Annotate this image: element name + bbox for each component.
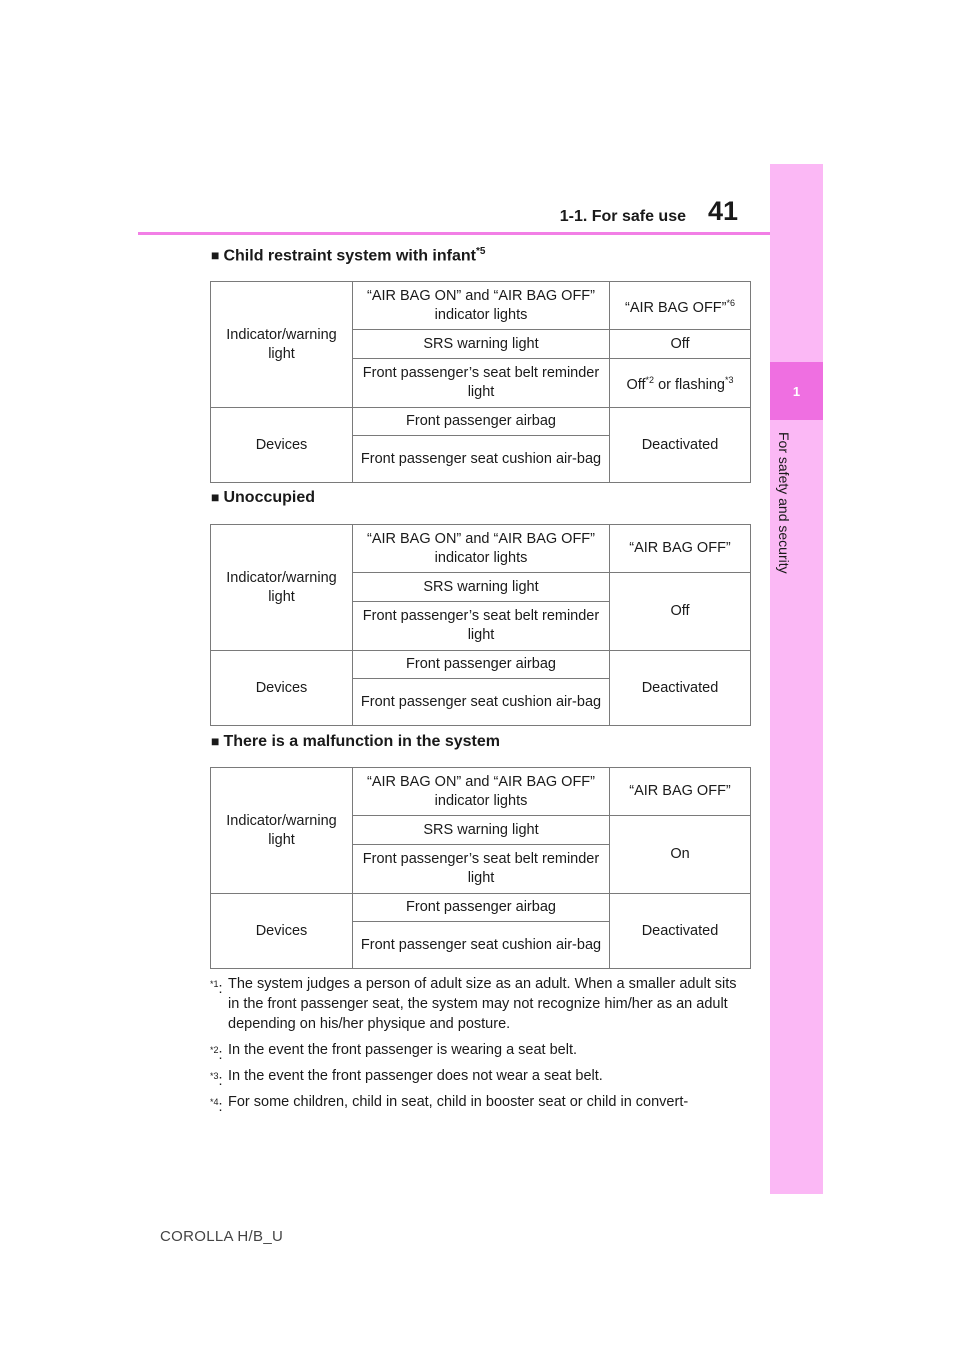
indicator-lights-cell: “AIR BAG ON” and “AIR BAG OFF” indicator lights [353, 525, 610, 573]
devices-value: Deactivated [610, 651, 751, 726]
footnote: $^{*4}$: For some children, child in seat, child in booster seat or child in convert- [210, 1094, 689, 1115]
section-heading-malfunction: ■ There is a malfunction in the system [211, 733, 500, 750]
indicator-label-cell: Indicator/warning light [211, 282, 353, 408]
indicator-lights-value: “AIR BAG OFF” [610, 768, 751, 816]
devices-label-cell: Devices [211, 651, 353, 726]
section-heading-infant: ■ Child restraint system with infant$^{*5}$ [211, 246, 486, 265]
devices-value: Deactivated [610, 408, 751, 483]
srs-light-cell: SRS warning light [353, 330, 610, 359]
seatbelt-light-cell: Front passenger’s seat belt reminder light [353, 845, 610, 894]
header-divider [138, 232, 770, 235]
model-footer: COROLLA H/B_U [160, 1228, 284, 1245]
airbag-cell: Front passenger airbag [353, 408, 610, 436]
indicator-label-cell: Indicator/warning light [211, 768, 353, 894]
square-bullet-icon: ■ [211, 733, 220, 749]
malfunction-table [210, 767, 751, 969]
airbag-cell: Front passenger airbag [353, 894, 610, 922]
seatbelt-light-value: Off$^{*2}$ or flashing$^{*3}$ [610, 359, 751, 408]
indicator-lights-value: “AIR BAG OFF”$^{*6}$ [610, 282, 751, 330]
srs-light-value: Off [610, 330, 751, 359]
section-title: 1-1. For safe use [559, 208, 686, 225]
indicator-lights-cell: “AIR BAG ON” and “AIR BAG OFF” indicator lights [353, 282, 610, 330]
srs-seatbelt-value: On [610, 816, 751, 894]
devices-label-cell: Devices [211, 408, 353, 483]
cushion-airbag-cell: Front passenger seat cushion air-bag [353, 922, 610, 969]
seatbelt-light-cell: Front passenger’s seat belt reminder light [353, 602, 610, 651]
square-bullet-icon: ■ [211, 489, 220, 505]
square-bullet-icon: ■ [211, 247, 220, 264]
footnote: $^{*3}$: In the event the front passenger does not wear a seat belt. [210, 1068, 603, 1089]
unoccupied-table [210, 524, 751, 726]
section-heading-unoccupied: ■ Unoccupied [211, 489, 316, 506]
srs-light-cell: SRS warning light [353, 573, 610, 602]
chapter-title: For safety and security [776, 432, 792, 574]
cushion-airbag-cell: Front passenger seat cushion air-bag [353, 436, 610, 483]
footnote: $^{*1}$: The system judges a person of adult size as an adult. When a smaller adult sits in the front passenger seat, the system may not recognize him/her as an adult depending on his/her physique and posture. [210, 976, 737, 1032]
indicator-lights-cell: “AIR BAG ON” and “AIR BAG OFF” indicator lights [353, 768, 610, 816]
devices-label-cell: Devices [211, 894, 353, 969]
footnote: $^{*2}$: In the event the front passenger is wearing a seat belt. [210, 1042, 578, 1063]
seatbelt-light-cell: Front passenger’s seat belt reminder light [353, 359, 610, 408]
devices-value: Deactivated [610, 894, 751, 969]
footnotes [210, 974, 750, 1118]
indicator-lights-value: “AIR BAG OFF” [610, 525, 751, 573]
cushion-airbag-cell: Front passenger seat cushion air-bag [353, 679, 610, 726]
srs-seatbelt-value: Off [610, 573, 751, 651]
chapter-side-tab [770, 164, 823, 1194]
infant-table [210, 281, 751, 483]
srs-light-cell: SRS warning light [353, 816, 610, 845]
page-number: 41 [708, 196, 739, 226]
chapter-number-badge: 1 [770, 362, 823, 420]
airbag-cell: Front passenger airbag [353, 651, 610, 679]
indicator-label-cell: Indicator/warning light [211, 525, 353, 651]
